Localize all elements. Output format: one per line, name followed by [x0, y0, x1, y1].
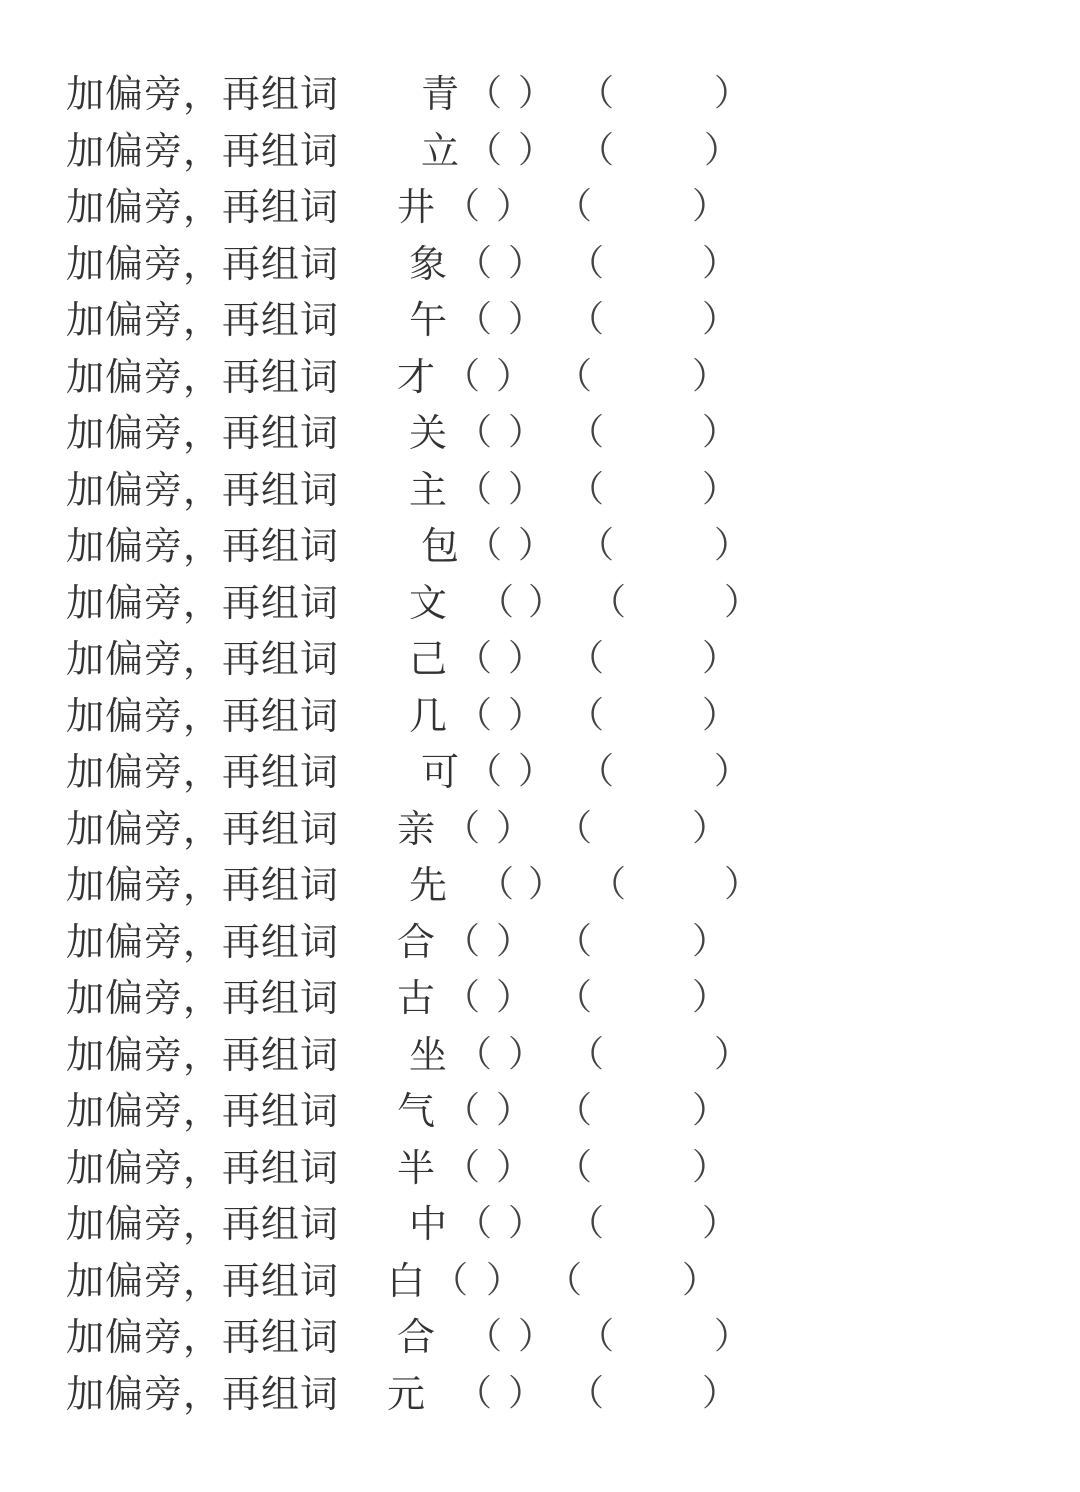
exercise-row	[0, 970, 1080, 1027]
exercise-row	[0, 1196, 1080, 1253]
radical-blank-close: ）	[518, 73, 555, 114]
radical-blank-open: （	[466, 751, 503, 792]
base-character: 中	[408, 1202, 447, 1246]
row-prompt: 加偏旁，再组词	[66, 354, 340, 399]
radical-blank-open: （	[456, 412, 493, 453]
word-blank-open: （	[568, 1033, 605, 1075]
exercise-row	[0, 688, 1080, 745]
row-prompt: 加偏旁，再组词	[66, 298, 340, 342]
base-character: 元	[386, 1371, 425, 1416]
row-prompt: 加偏旁，再组词	[66, 1032, 340, 1077]
word-blank-close: ）	[714, 1316, 751, 1357]
base-character: 坐	[408, 1032, 447, 1077]
radical-blank-open: （	[456, 1033, 493, 1075]
radical-blank-open: （	[456, 1372, 493, 1414]
row-prompt: 加偏旁，再组词	[66, 1258, 340, 1303]
radical-blank-open: （	[444, 1090, 481, 1131]
exercise-row	[0, 744, 1080, 801]
radical-blank-open: （	[456, 1203, 493, 1244]
word-blank-close: ）	[702, 1203, 739, 1244]
base-character: 白	[386, 1258, 425, 1303]
radical-blank-close: ）	[518, 751, 555, 792]
row-prompt: 加偏旁，再组词	[66, 1089, 340, 1133]
word-blank-close: ）	[714, 525, 751, 566]
radical-blank-close: ）	[508, 468, 545, 510]
row-prompt: 加偏旁，再组词	[66, 863, 340, 907]
base-character: 立	[420, 128, 459, 173]
row-prompt: 加偏旁，再组词	[66, 637, 340, 681]
word-blank-close: ）	[702, 412, 739, 453]
word-blank-close: ）	[702, 694, 739, 736]
word-blank-open: （	[546, 1259, 583, 1301]
base-character: 己	[408, 637, 447, 681]
radical-blank-close: ）	[496, 1146, 533, 1188]
word-blank-open: （	[578, 525, 615, 566]
radical-blank-open: （	[456, 638, 493, 679]
base-character: 半	[396, 1145, 435, 1190]
row-prompt: 加偏旁，再组词	[66, 1202, 340, 1246]
row-prompt: 加偏旁，再组词	[66, 806, 340, 851]
radical-blank-open: （	[456, 299, 493, 340]
base-character: 包	[420, 524, 459, 568]
word-blank-close: ）	[702, 468, 739, 510]
radical-blank-close: ）	[518, 129, 555, 171]
word-blank-open: （	[568, 1203, 605, 1244]
word-blank-open: （	[556, 977, 593, 1018]
row-prompt: 加偏旁，再组词	[66, 524, 340, 568]
radical-blank-open: （	[456, 468, 493, 510]
radical-blank-close: ）	[508, 242, 545, 284]
word-blank-close: ）	[692, 1090, 729, 1131]
exercise-row	[0, 236, 1080, 293]
radical-blank-open: （	[466, 129, 503, 171]
exercise-row	[0, 857, 1080, 914]
radical-blank-close: ）	[508, 1372, 545, 1414]
word-blank-open: （	[568, 694, 605, 736]
row-prompt: 加偏旁，再组词	[66, 185, 340, 229]
radical-blank-close: ）	[496, 355, 533, 397]
exercise-row	[0, 179, 1080, 236]
row-prompt: 加偏旁，再组词	[66, 693, 340, 738]
radical-blank-close: ）	[508, 412, 545, 453]
exercise-row	[0, 1027, 1080, 1084]
row-prompt: 加偏旁，再组词	[66, 976, 340, 1020]
word-blank-close: ）	[702, 638, 739, 679]
base-character: 主	[408, 467, 447, 512]
word-blank-open: （	[568, 299, 605, 340]
row-prompt: 加偏旁，再组词	[66, 580, 340, 625]
radical-blank-open: （	[456, 694, 493, 736]
base-character: 象	[408, 241, 447, 286]
row-prompt: 加偏旁，再组词	[66, 411, 340, 455]
word-blank-open: （	[590, 864, 627, 905]
word-blank-open: （	[590, 581, 627, 623]
word-blank-open: （	[568, 638, 605, 679]
base-character: 青	[420, 72, 459, 116]
word-blank-open: （	[578, 129, 615, 171]
word-blank-open: （	[556, 920, 593, 962]
radical-blank-close: ）	[528, 581, 565, 623]
exercise-row	[0, 405, 1080, 462]
base-character: 亲	[396, 806, 435, 851]
exercise-row	[0, 631, 1080, 688]
word-blank-open: （	[568, 242, 605, 284]
exercise-row	[0, 66, 1080, 123]
exercise-row	[0, 462, 1080, 519]
word-blank-close: ）	[714, 1033, 751, 1075]
exercise-row	[0, 518, 1080, 575]
radical-blank-close: ）	[508, 638, 545, 679]
word-blank-close: ）	[714, 73, 751, 114]
row-prompt: 加偏旁，再组词	[66, 1315, 340, 1359]
exercise-row	[0, 801, 1080, 858]
row-prompt: 加偏旁，再组词	[66, 750, 340, 794]
base-character: 先	[408, 863, 447, 907]
base-character: 才	[396, 354, 435, 399]
radical-blank-close: ）	[508, 1203, 545, 1244]
radical-blank-open: （	[466, 1316, 503, 1357]
word-blank-open: （	[568, 468, 605, 510]
exercise-row	[0, 292, 1080, 349]
radical-blank-open: （	[444, 355, 481, 397]
word-blank-open: （	[556, 1090, 593, 1131]
row-prompt: 加偏旁，再组词	[66, 919, 340, 964]
word-blank-close: ）	[692, 920, 729, 962]
base-character: 气	[396, 1089, 435, 1133]
word-blank-open: （	[556, 355, 593, 397]
radical-blank-close: ）	[508, 694, 545, 736]
row-prompt: 加偏旁，再组词	[66, 128, 340, 173]
word-blank-close: ）	[692, 355, 729, 397]
radical-blank-close: ）	[496, 977, 533, 1018]
base-character: 合	[396, 1315, 435, 1359]
radical-blank-open: （	[466, 73, 503, 114]
word-blank-close: ）	[692, 807, 729, 849]
radical-blank-close: ）	[518, 1316, 555, 1357]
radical-blank-close: ）	[486, 1259, 523, 1301]
radical-blank-open: （	[432, 1259, 469, 1301]
radical-blank-open: （	[444, 920, 481, 962]
radical-blank-open: （	[444, 807, 481, 849]
base-character: 关	[408, 411, 447, 455]
exercise-row	[0, 1140, 1080, 1197]
word-blank-open: （	[578, 1316, 615, 1357]
word-blank-close: ）	[702, 1372, 739, 1414]
radical-blank-open: （	[444, 1146, 481, 1188]
exercise-row	[0, 1083, 1080, 1140]
radical-blank-open: （	[444, 186, 481, 227]
radical-blank-close: ）	[528, 864, 565, 905]
radical-blank-close: ）	[496, 1090, 533, 1131]
word-blank-open: （	[556, 807, 593, 849]
word-blank-close: ）	[682, 1259, 719, 1301]
radical-blank-open: （	[466, 525, 503, 566]
radical-blank-close: ）	[496, 186, 533, 227]
radical-blank-close: ）	[518, 525, 555, 566]
row-prompt: 加偏旁，再组词	[66, 1371, 340, 1416]
exercise-row	[0, 1309, 1080, 1366]
word-blank-close: ）	[704, 129, 741, 171]
word-blank-open: （	[556, 1146, 593, 1188]
radical-blank-close: ）	[496, 920, 533, 962]
word-blank-open: （	[556, 186, 593, 227]
base-character: 合	[396, 919, 435, 964]
base-character: 文	[408, 580, 447, 625]
base-character: 几	[408, 693, 447, 738]
exercise-row	[0, 1253, 1080, 1310]
word-blank-close: ）	[702, 299, 739, 340]
word-blank-open: （	[568, 1372, 605, 1414]
exercise-row	[0, 349, 1080, 406]
base-character: 午	[408, 298, 447, 342]
word-blank-close: ）	[692, 186, 729, 227]
word-blank-open: （	[578, 751, 615, 792]
radical-blank-open: （	[456, 242, 493, 284]
base-character: 井	[396, 185, 435, 229]
radical-blank-open: （	[478, 864, 515, 905]
worksheet	[0, 66, 1080, 1422]
row-prompt: 加偏旁，再组词	[66, 467, 340, 512]
row-prompt: 加偏旁，再组词	[66, 72, 340, 116]
radical-blank-close: ）	[496, 807, 533, 849]
radical-blank-close: ）	[508, 299, 545, 340]
row-prompt: 加偏旁，再组词	[66, 1145, 340, 1190]
exercise-row	[0, 575, 1080, 632]
word-blank-close: ）	[724, 864, 761, 905]
radical-blank-open: （	[444, 977, 481, 1018]
radical-blank-close: ）	[508, 1033, 545, 1075]
word-blank-close: ）	[714, 751, 751, 792]
row-prompt: 加偏旁，再组词	[66, 241, 340, 286]
exercise-row	[0, 914, 1080, 971]
word-blank-close: ）	[692, 977, 729, 1018]
exercise-row	[0, 1366, 1080, 1423]
exercise-row	[0, 123, 1080, 180]
word-blank-open: （	[568, 412, 605, 453]
word-blank-close: ）	[692, 1146, 729, 1188]
word-blank-close: ）	[724, 581, 761, 623]
radical-blank-open: （	[478, 581, 515, 623]
base-character: 可	[420, 750, 459, 794]
base-character: 古	[396, 976, 435, 1020]
word-blank-open: （	[578, 73, 615, 114]
word-blank-close: ）	[702, 242, 739, 284]
